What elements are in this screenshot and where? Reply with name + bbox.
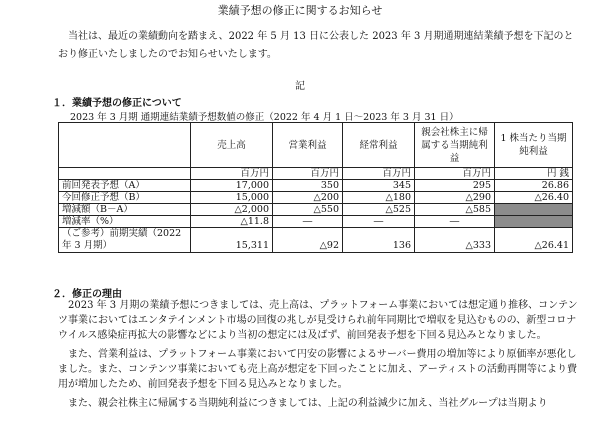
table-cell: ― bbox=[273, 216, 343, 228]
reason-paragraph: また、営業利益は、プラットフォーム事業において円安の影響によるサーバー費用の増加等により原価率が悪化しました。また、コンテンツ事業においても売上高が想定を下回ったことに加え、アーティストの活動再開等により費用が増加したため、前回発表予想を下回る見込みとなりました。 bbox=[58, 349, 577, 390]
table-cell: 136 bbox=[343, 228, 415, 253]
shaded-cell bbox=[495, 216, 573, 228]
table-cell: △525 bbox=[343, 204, 415, 216]
table-cell: △290 bbox=[415, 192, 495, 204]
ki-heading: 記 bbox=[295, 81, 305, 92]
table-cell: 15,000 bbox=[191, 192, 273, 204]
section1-heading: １．業績予想の修正について bbox=[52, 98, 182, 109]
table-cell: △26.40 bbox=[495, 192, 573, 204]
row-label: 増減率（%） bbox=[59, 216, 191, 228]
table-cell: △550 bbox=[273, 204, 343, 216]
table-cell: △333 bbox=[415, 228, 495, 253]
unit-cell: 円 銭 bbox=[495, 168, 573, 180]
table-cell: △200 bbox=[273, 192, 343, 204]
row-label: 今回修正予想（B） bbox=[59, 192, 191, 204]
table-cell: △2,000 bbox=[191, 204, 273, 216]
units-row bbox=[59, 168, 573, 180]
column-header-net-income: 親会社株主に帰属する当期純利益 bbox=[415, 123, 495, 168]
section2-heading: ２．修正の理由 bbox=[52, 289, 122, 300]
table-header-row bbox=[59, 123, 573, 168]
table-cell: △180 bbox=[343, 192, 415, 204]
table-cell: △92 bbox=[273, 228, 343, 253]
reason-body bbox=[58, 298, 578, 415]
table-row-revised-forecast bbox=[59, 192, 573, 204]
table-cell: △26.41 bbox=[495, 228, 573, 253]
column-header-ordinary-profit: 経常利益 bbox=[343, 123, 415, 168]
table-cell: △585 bbox=[415, 204, 495, 216]
column-header-operating-profit: 営業利益 bbox=[273, 123, 343, 168]
table-cell: 26.86 bbox=[495, 180, 573, 192]
row-label: （ご参考）前期実績（2022 年 3 月期） bbox=[59, 228, 191, 253]
table-row-change-rate bbox=[59, 216, 573, 228]
intro-paragraph: 当社は、最近の業績動向を踏まえ、2022 年 5 月 13 日に公表した 2023 年 3 月期通期連結業績予想を下記のとおり修正いたしましたのでお知らせいたします。 bbox=[58, 31, 574, 60]
table-caption: 2023 年 3 月期 通期連結業績予想数値の修正（2022 年 4 月 1 日～2023 年 3 月 31 日） bbox=[70, 112, 459, 123]
table-cell: ― bbox=[343, 216, 415, 228]
column-header-eps: 1 株当たり当期純利益 bbox=[495, 123, 573, 168]
table-cell: 345 bbox=[343, 180, 415, 192]
table-cell: 295 bbox=[415, 180, 495, 192]
unit-cell: 百万円 bbox=[415, 168, 495, 180]
table-cell: △11.8 bbox=[191, 216, 273, 228]
unit-cell: 百万円 bbox=[191, 168, 273, 180]
unit-cell: 百万円 bbox=[273, 168, 343, 180]
column-header-sales: 売上高 bbox=[191, 123, 273, 168]
reason-paragraph: また、親会社株主に帰属する当期純利益につきましては、上記の利益減少に加え、当社グループは当期より bbox=[68, 398, 548, 409]
table-row-change-amount bbox=[59, 204, 573, 216]
table-corner-cell bbox=[59, 123, 191, 168]
row-label: 前回発表予想（A） bbox=[59, 180, 191, 192]
unit-cell: 百万円 bbox=[343, 168, 415, 180]
reason-paragraph: 2023 年 3 月期の業績予想につきましては、売上高は、プラットフォーム事業においては想定通り推移、コンテンツ事業においてはエンタテインメント市場の回復の兆しが見受けられ前年同期比で増収を見込むものの、新型コロナウイルス感染症再拡大の影響などにより当初の想定には及ばず、前回発表予想を下回る見込みとなりました。 bbox=[58, 300, 578, 341]
units-label-cell bbox=[59, 168, 191, 180]
table-row-prior-year-actual bbox=[59, 228, 573, 253]
table-cell: 350 bbox=[273, 180, 343, 192]
table-row-previous-forecast bbox=[59, 180, 573, 192]
table-cell: ― bbox=[415, 216, 495, 228]
page-title: 業績予想の修正に関するお知らせ bbox=[217, 4, 383, 17]
forecast-table bbox=[58, 122, 573, 253]
row-label: 増減額（B－A） bbox=[59, 204, 191, 216]
table-cell: 17,000 bbox=[191, 180, 273, 192]
table-cell: 15,311 bbox=[191, 228, 273, 253]
shaded-cell bbox=[495, 204, 573, 216]
